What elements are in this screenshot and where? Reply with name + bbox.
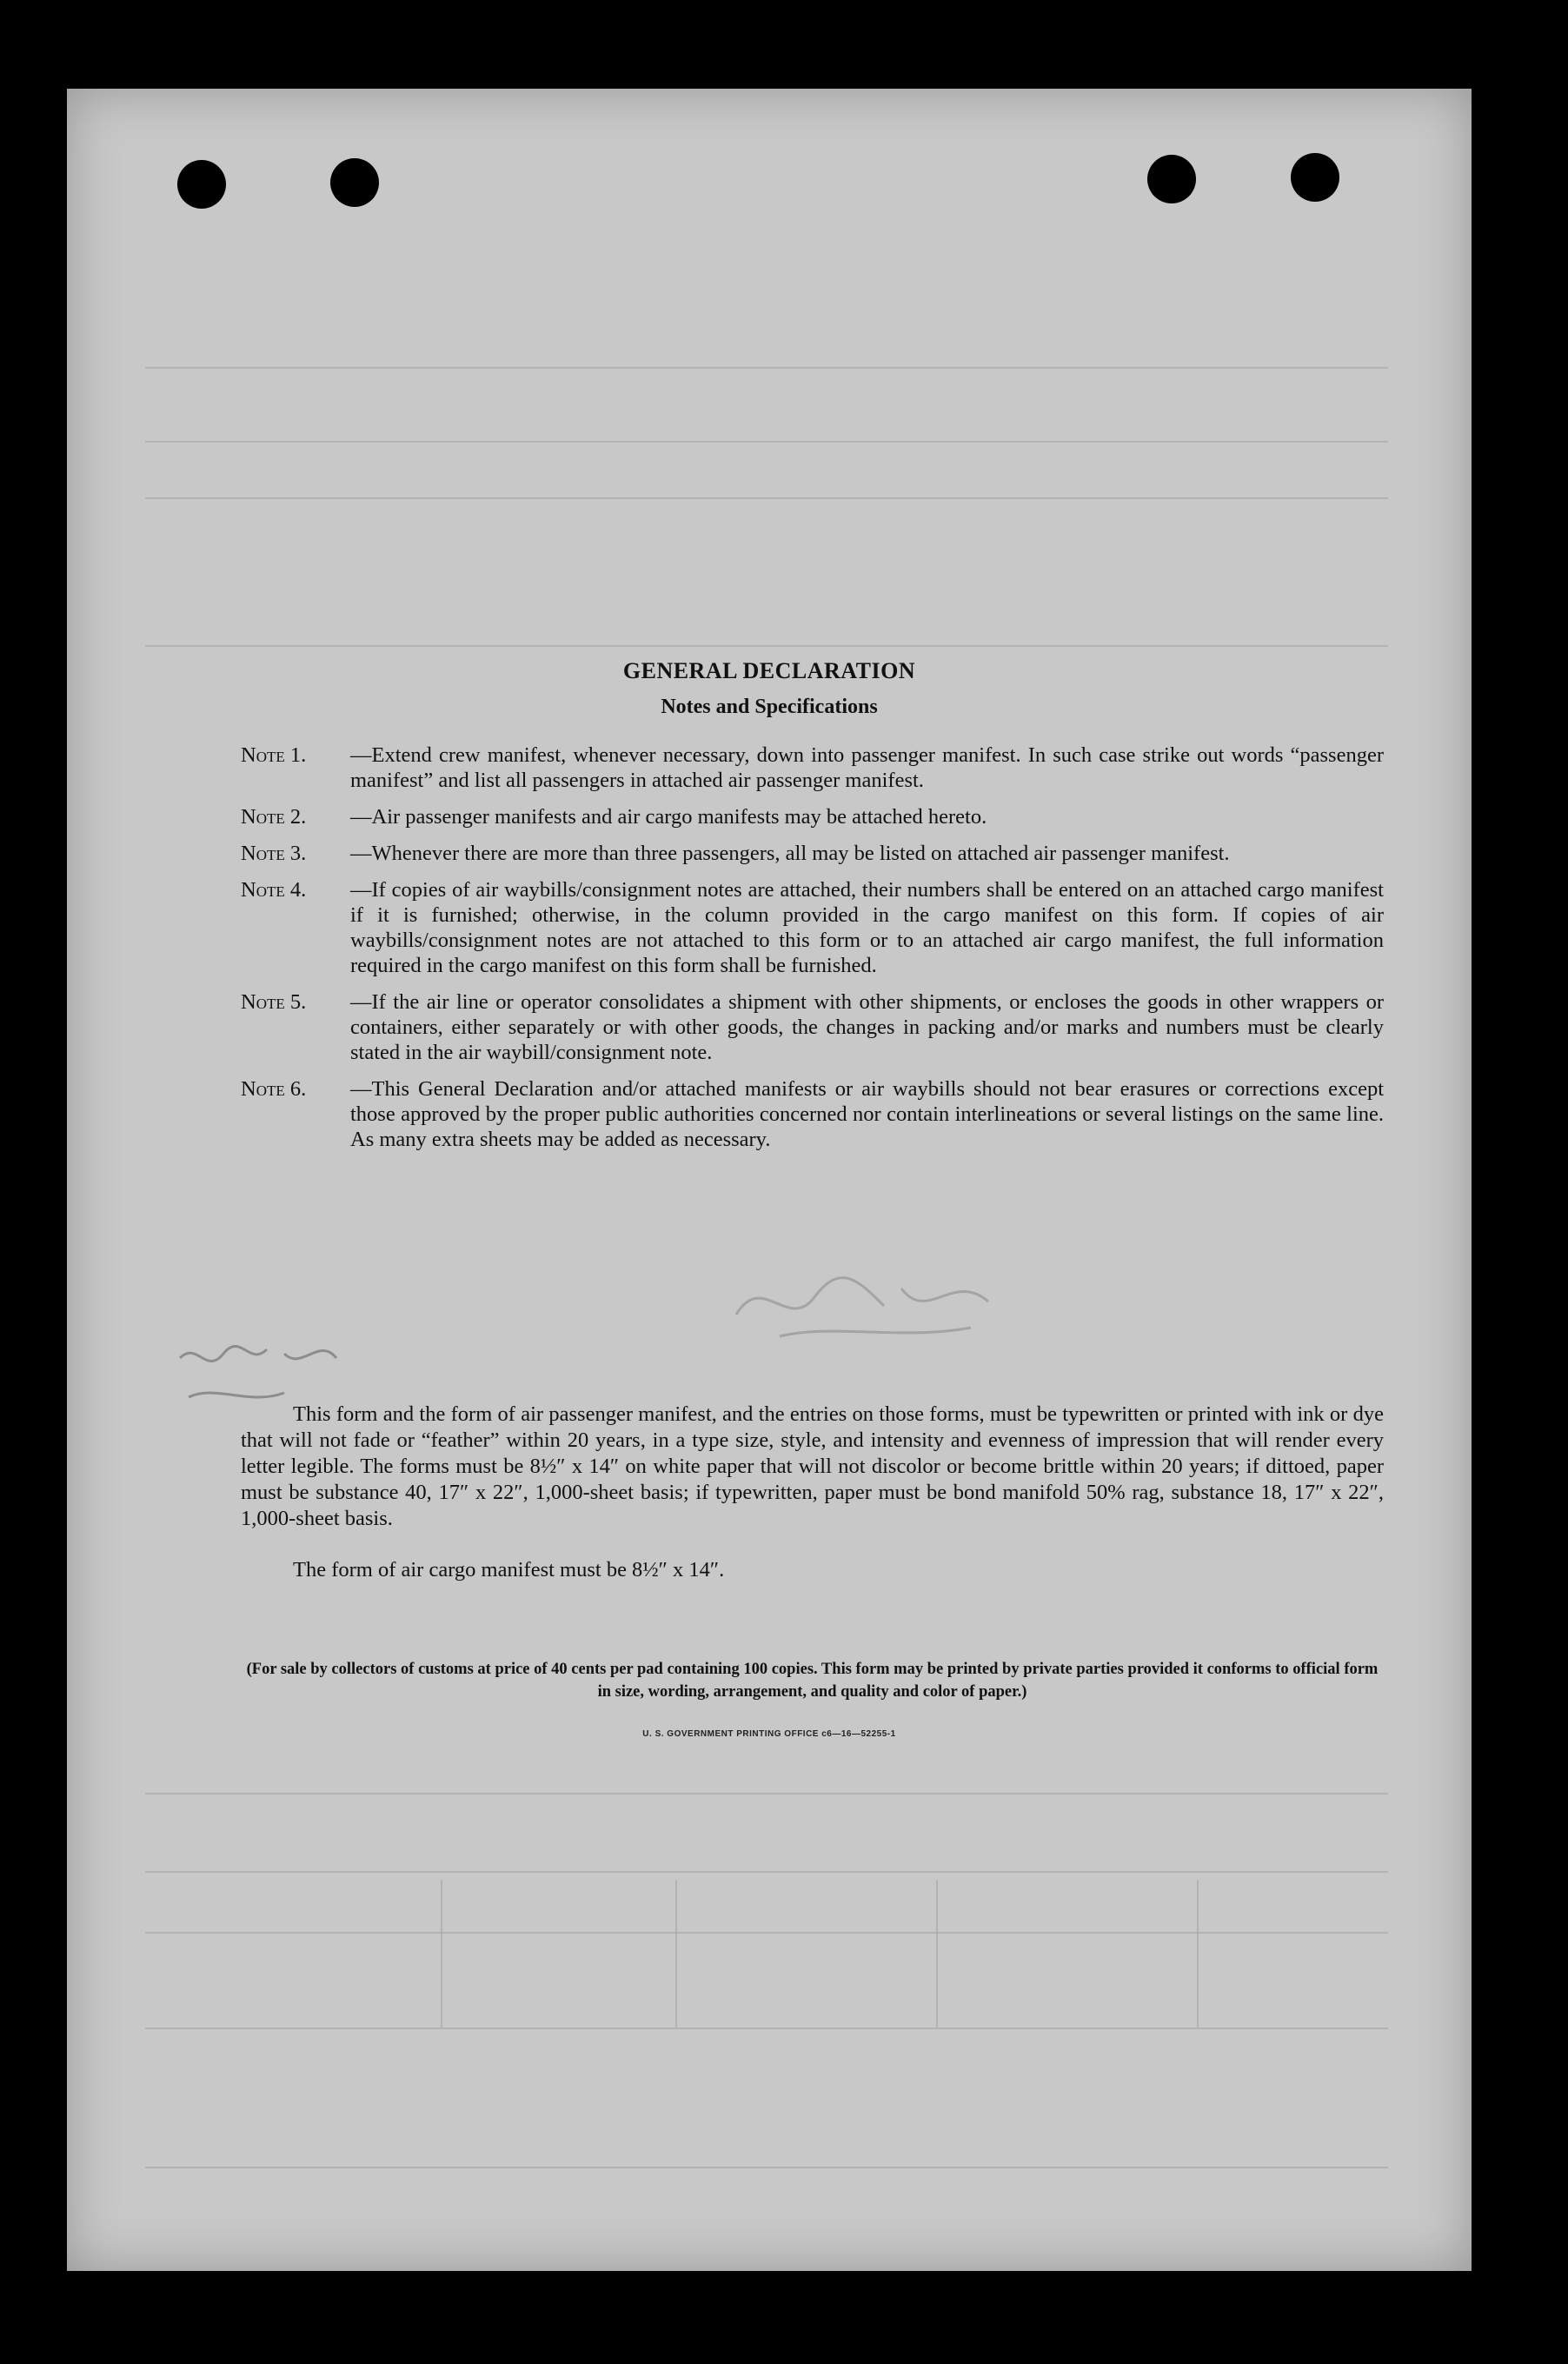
show-through-rule [145, 2167, 1388, 2168]
note-2 [241, 804, 1384, 829]
printer-imprint: U. S. GOVERNMENT PRINTING OFFICE c6—16—52255-1 [642, 1729, 896, 1739]
note-label: Note 4. [241, 878, 307, 902]
show-through-rule [936, 1880, 938, 2028]
show-through-rule [145, 645, 1388, 647]
show-through-rule [145, 1932, 1388, 1934]
show-through-rule [145, 2028, 1388, 2029]
note-label: Note 3. [241, 842, 307, 865]
show-through-rule [145, 1793, 1388, 1795]
show-through-rule [441, 1880, 442, 2028]
note-4 [241, 877, 1384, 978]
note-text: —This General Declaration and/or attached manifests or air waybills should not bear erasures or corrections except those approved by the proper public authorities concerned nor contain interlineations or several listings on the same line. As many extra sheets may be added as necessary. [350, 1077, 1384, 1151]
page-subtitle: Notes and Specifications [661, 696, 878, 718]
show-through-rule [1197, 1880, 1199, 2028]
punch-hole-icon [330, 158, 379, 207]
sale-notice: (For sale by collectors of customs at price of 40 cents per pad containing 100 copies. This form may be printed by private parties provided it conforms to official form in size, wording, arrangement, and quality and color of paper.) [246, 1661, 1379, 1701]
punch-hole-icon [177, 160, 226, 209]
show-through-rule [145, 367, 1388, 369]
note-6 [241, 1076, 1384, 1152]
show-through-rule [145, 441, 1388, 443]
cargo-manifest-size: The form of air cargo manifest must be 8½″ x 14″. [293, 1558, 725, 1582]
page-title: GENERAL DECLARATION [622, 658, 916, 683]
note-3 [241, 841, 1384, 866]
document-page [67, 89, 1472, 2271]
handwritten-scribble-icon [171, 1323, 371, 1419]
punch-hole-icon [1147, 155, 1196, 203]
note-label: Note 6. [241, 1077, 307, 1101]
show-through-rule [675, 1880, 677, 2028]
note-text: —Extend crew manifest, whenever necessary, down into passenger manifest. In such case strike out words “passenger manifest” and list all passengers in attached air passenger manifest. [350, 743, 1384, 792]
note-label: Note 5. [241, 990, 307, 1014]
note-label: Note 2. [241, 805, 307, 829]
punch-hole-icon [1291, 153, 1339, 202]
note-text: —If copies of air waybills/consignment notes are attached, their numbers shall be entered on an attached cargo manifest if it is furnished; otherwise, in the column provided in the cargo manifest on this form. If copies of air waybills/consignment notes are not attached to this form or to an attached air cargo manifest, the full information required in the cargo manifest on this form shall be furnished. [350, 878, 1384, 977]
note-label: Note 1. [241, 743, 307, 767]
note-5 [241, 989, 1384, 1065]
note-text: —If the air line or operator consolidates a shipment with other shipments, or encloses the goods in other wrappers or containers, either separately or with other goods, the changes in packing and/or marks and numbers must be clearly stated in the air waybill/consignment note. [350, 990, 1384, 1064]
notes-list [241, 742, 1384, 1163]
handwritten-scribble-icon [728, 1254, 1040, 1349]
note-text: —Air passenger manifests and air cargo manifests may be attached hereto. [350, 805, 987, 829]
note-text: —Whenever there are more than three passengers, all may be listed on attached air passenger manifest. [350, 842, 1230, 865]
show-through-rule [145, 497, 1388, 499]
note-1 [241, 742, 1384, 793]
specifications-paragraph: This form and the form of air passenger manifest, and the entries on those forms, must be typewritten or printed with ink or dye that will not fade or “feather” within 20 years, in a type size, style, and intensity and evenness of impression that will render every letter legible. The forms must be 8½″ x 14″ on white paper that will not discolor or become brittle within 20 years; if dittoed, paper must be substance 40, 17″ x 22″, 1,000-sheet basis; if typewritten, paper must be bond manifold 50% rag, substance 18, 17″ x 22″, 1,000-sheet basis. [241, 1402, 1384, 1530]
show-through-rule [145, 1871, 1388, 1873]
